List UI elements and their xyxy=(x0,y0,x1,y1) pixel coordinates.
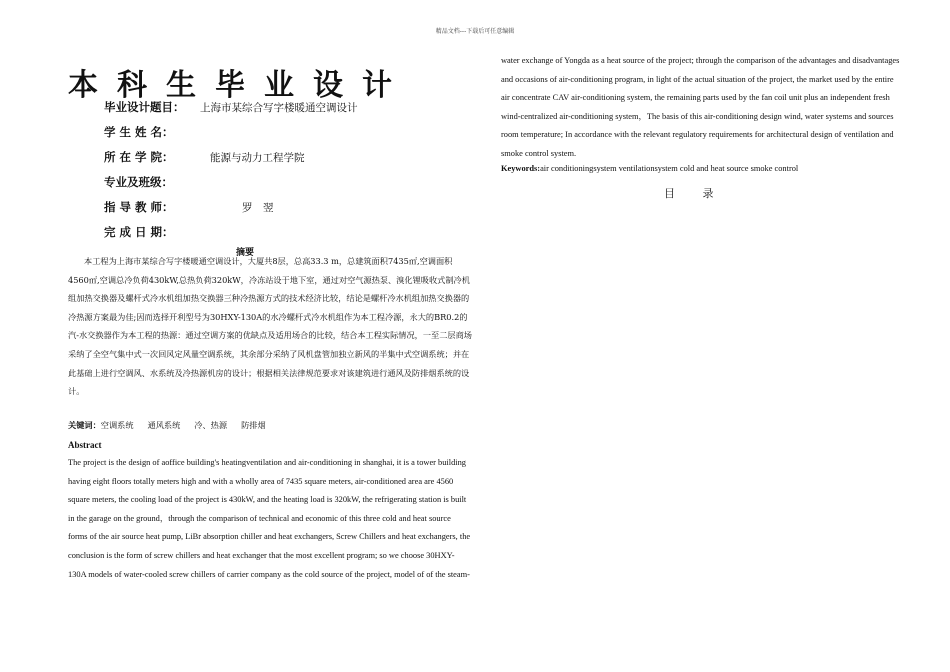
header-note: 精品文档---下载后可任意编辑 xyxy=(435,28,515,35)
field-value: 罗 翌 xyxy=(242,202,274,214)
field-label: 完 成 日 期： xyxy=(104,225,174,239)
field-advisor xyxy=(104,199,274,215)
chinese-keywords xyxy=(68,420,280,431)
field-label: 学 生 姓 名： xyxy=(104,125,174,139)
english-abstract-body-right: water exchange of Yongda as a heat source of the project; through the comparison of the advantages and disadvantages and occasions of air-conditioning program, in light of the actual situation of the project, the market used by the entire air concentrate CAV air-conditioning system, the remaining parts used by the fan coil unit plus an independent fresh wind-centralized air-conditioning system，The basis of this air-conditioning design wind, water systems and sources room temperature; In accordance with the relevant regulatory requirements for architectural design of ventilation and smoke control system. xyxy=(501,56,900,158)
field-label: 专业及班级： xyxy=(104,175,173,189)
keyword: 防排烟 xyxy=(241,420,266,430)
keyword: 空调系统 xyxy=(100,420,134,430)
field-label: 指 导 教 师： xyxy=(104,200,174,214)
field-value: 能源与动力工程学院 xyxy=(210,152,305,164)
keywords-label: 关键词： xyxy=(68,420,101,430)
keyword: 冷、热源 xyxy=(194,420,228,430)
cover-title: 本科生毕业设计 xyxy=(68,68,411,103)
field-label: 所 在 学 院： xyxy=(104,150,174,164)
field-label: 毕业设计题目： xyxy=(104,100,185,114)
chinese-abstract-heading: 摘要 xyxy=(236,248,255,258)
field-student-name xyxy=(104,124,200,140)
english-keywords xyxy=(501,164,798,173)
keywords-text: air conditioningsystem ventilationsystem cold and heat source smoke control xyxy=(540,164,799,173)
field-completion-date xyxy=(104,224,200,240)
field-value: 上海市某综合写字楼暖通空调设计 xyxy=(200,102,358,114)
english-abstract-body-left: The project is the design of aoffice building's heatingventilation and air-conditioning in shanghai, it is a tower building having eight floors totally meters high and with a wholly area of 7435 square meters, air-conditioned area are 4560 square meters, the cooling load of the project is 430kW, and the heating load is 320kW, the refrigerating station is built in the garage on the ground，through the comparison of technical and economic of this three cold and heat source forms of the air source heat pump, LiBr absorption chiller and heat exchangers, Screw Chillers and heat exchangers, the conclusion is the form of screw chillers and heat exchanger that the most excellent program; so we choose 30HXY-130A models of water-cooled screw chillers of carrier company as the cold source of the project, model of of the steam- xyxy=(68,458,471,579)
field-thesis-title xyxy=(104,99,358,115)
keyword: 通风系统 xyxy=(147,420,181,430)
field-college xyxy=(104,149,305,165)
english-abstract-heading: Abstract xyxy=(68,440,102,450)
chinese-abstract-body: 本工程为上海市某综合写字楼暖通空调设计，大厦共8层，总高33.3 m，总建筑面积7435㎡,空调面积4560㎡,空调总冷负荷430kW,总热负荷320kW，冷冻站设于地下室，通过对空气源热泵、溴化锂吸收式制冷机组加热交换器及螺杆式冷水机组加热交换器三种冷热源方式的技术经济比较，结论是螺杆冷水机组加热交换器的冷热源方案最为佳;因而选择开利型号为30HXY-130A的水冷螺杆式冷水机组作为本工程冷源，永大的BR0.2的汽-水交换器作为本工程的热源：通过空调方案的优缺点及适用场合的比较，结合本工程实际情况，一至二层商场采纳了全空气集中式一次回风定风量空调系统，其余部分采纳了风机盘管加独立新风的半集中式空调系统；并在此基础上进行空调风、水系统及冷热源机房的设计；根据相关法律规范要求对该建筑进行通风及防排烟系统的设计。 xyxy=(68,256,472,397)
toc-heading: 目 录 xyxy=(664,187,726,200)
keywords-label: Keywords: xyxy=(501,164,541,173)
field-major-class xyxy=(104,174,200,190)
